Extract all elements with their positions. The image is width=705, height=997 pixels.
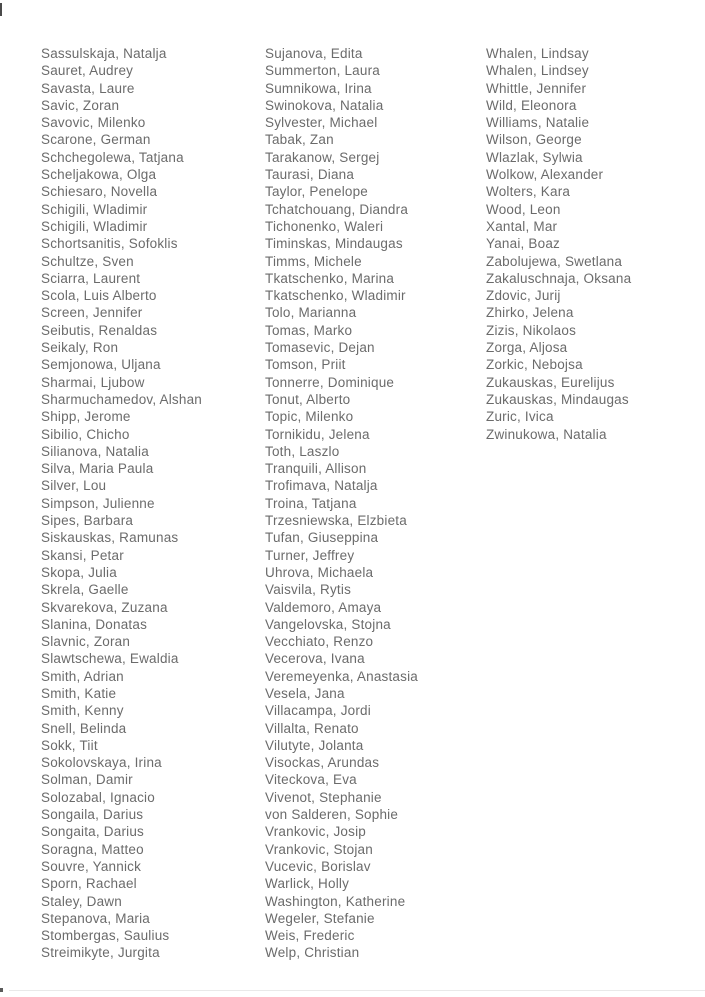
list-item[interactable]: Veremeyenka, Anastasia	[265, 668, 418, 684]
list-item[interactable]: Vecerova, Ivana	[265, 651, 365, 667]
list-item[interactable]: Trzesniewska, Elzbieta	[265, 513, 407, 529]
list-item[interactable]: Tomas, Marko	[265, 322, 353, 338]
page-edge-artifact-top	[0, 3, 2, 16]
list-item[interactable]: Seikaly, Ron	[41, 340, 119, 356]
list-item[interactable]: Tichonenko, Waleri	[265, 218, 384, 234]
list-item[interactable]: Snell, Belinda	[41, 720, 127, 736]
list-item[interactable]: Zukauskas, Eurelijus	[486, 374, 615, 390]
list-item[interactable]: Sylvester, Michael	[265, 115, 378, 131]
list-item[interactable]: Summerton, Laura	[265, 63, 381, 79]
list-item[interactable]: Solozabal, Ignacio	[41, 789, 155, 805]
list-item[interactable]: Wolters, Kara	[486, 184, 571, 200]
list-item[interactable]: Smith, Katie	[41, 685, 117, 701]
list-item[interactable]: Taylor, Penelope	[265, 184, 369, 200]
list-item[interactable]: Vrankovic, Josip	[265, 824, 366, 840]
list-item[interactable]: Visockas, Arundas	[265, 755, 380, 771]
list-item[interactable]: Schultze, Sven	[41, 253, 134, 269]
list-item[interactable]: Tonut, Alberto	[265, 391, 351, 407]
list-item[interactable]: Schigili, Wladimir	[41, 218, 148, 234]
list-item[interactable]: Solman, Damir	[41, 772, 133, 788]
name-column-2	[265, 45, 418, 962]
list-item[interactable]: Schiesaro, Novella	[41, 184, 158, 200]
list-item[interactable]: Skansi, Petar	[41, 547, 124, 563]
list-item[interactable]: Wild, Eleonora	[486, 97, 577, 113]
list-item[interactable]: Scola, Luis Alberto	[41, 288, 157, 304]
list-item[interactable]: Trofimava, Natalja	[265, 478, 378, 494]
name-column-1	[41, 45, 202, 962]
list-item[interactable]: Turner, Jeffrey	[265, 547, 355, 563]
list-item[interactable]: Tkatschenko, Wladimir	[265, 288, 406, 304]
list-item[interactable]: Tchatchouang, Diandra	[265, 201, 409, 217]
list-item[interactable]: Tkatschenko, Marina	[265, 270, 395, 286]
list-item[interactable]: Sokk, Tiit	[41, 737, 98, 753]
list-item[interactable]: Timms, Michele	[265, 253, 362, 269]
list-item[interactable]: Tomson, Priit	[265, 357, 346, 373]
list-item[interactable]: Zukauskas, Mindaugas	[486, 391, 629, 407]
list-item[interactable]: Zabolujewa, Swetlana	[486, 253, 623, 269]
list-item[interactable]: Villalta, Renato	[265, 720, 359, 736]
list-item[interactable]: Smith, Kenny	[41, 703, 124, 719]
list-item[interactable]: Wilson, George	[486, 132, 582, 148]
list-item[interactable]: Warlick, Holly	[265, 876, 350, 892]
list-item[interactable]: Zhirko, Jelena	[486, 305, 574, 321]
list-item[interactable]: Weis, Frederic	[265, 928, 355, 944]
list-item[interactable]: Sporn, Rachael	[41, 876, 137, 892]
list-item[interactable]: Zakaluschnaja, Oksana	[486, 270, 632, 286]
list-item[interactable]: Zizis, Nikolaos	[486, 322, 577, 338]
list-item[interactable]: Toth, Laszlo	[265, 443, 340, 459]
list-item[interactable]: Swinokova, Natalia	[265, 97, 384, 113]
list-item[interactable]: Stombergas, Saulius	[41, 928, 170, 944]
list-item[interactable]: Silver, Lou	[41, 478, 107, 494]
list-item[interactable]: Scheljakowa, Olga	[41, 167, 157, 183]
list-item[interactable]: Skvarekova, Zuzana	[41, 599, 168, 615]
list-item[interactable]: Slanina, Donatas	[41, 616, 148, 632]
list-item[interactable]: Vaisvila, Rytis	[265, 582, 352, 598]
list-item[interactable]: Sokolovskaya, Irina	[41, 755, 162, 771]
list-item[interactable]: Schigili, Wladimir	[41, 201, 148, 217]
list-item[interactable]: Skrela, Gaelle	[41, 582, 129, 598]
list-item[interactable]: Sibilio, Chicho	[41, 426, 130, 442]
list-item[interactable]: Zorkic, Nebojsa	[486, 357, 583, 373]
list-item[interactable]: Scarone, German	[41, 132, 151, 148]
list-item[interactable]: Tolo, Marianna	[265, 305, 357, 321]
list-item[interactable]: Siskauskas, Ramunas	[41, 530, 179, 546]
list-item[interactable]: Savovic, Milenko	[41, 115, 146, 131]
list-item[interactable]: Wegeler, Stefanie	[265, 910, 375, 926]
list-item[interactable]: Timinskas, Mindaugas	[265, 236, 403, 252]
page-edge-artifact-bottom	[0, 988, 3, 992]
list-item[interactable]: Villacampa, Jordi	[265, 703, 371, 719]
list-item[interactable]: Valdemoro, Amaya	[265, 599, 382, 615]
list-item[interactable]: Sujanova, Edita	[265, 46, 363, 61]
list-item[interactable]: Simpson, Julienne	[41, 495, 155, 511]
list-item[interactable]: Uhrova, Michaela	[265, 564, 374, 580]
list-item[interactable]: Whalen, Lindsay	[486, 46, 589, 61]
list-item[interactable]: von Salderen, Sophie	[265, 807, 399, 823]
list-item[interactable]: Vrankovic, Stojan	[265, 841, 373, 857]
list-item[interactable]: Silianova, Natalia	[41, 443, 149, 459]
list-item[interactable]: Tonnerre, Dominique	[265, 374, 395, 390]
list-item[interactable]: Sumnikowa, Irina	[265, 80, 372, 96]
list-item[interactable]: Slawtschewa, Ewaldia	[41, 651, 179, 667]
list-item[interactable]: Zorga, Aljosa	[486, 340, 568, 356]
list-item[interactable]: Zwinukowa, Natalia	[486, 426, 607, 442]
list-item[interactable]: Savic, Zoran	[41, 97, 120, 113]
list-item[interactable]: Wood, Leon	[486, 201, 561, 217]
list-item[interactable]: Tomasevic, Dejan	[265, 340, 375, 356]
list-item[interactable]: Taurasi, Diana	[265, 167, 355, 183]
list-item[interactable]: Vilutyte, Jolanta	[265, 737, 364, 753]
list-item[interactable]: Souvre, Yannick	[41, 858, 142, 874]
list-item[interactable]: Silva, Maria Paula	[41, 461, 154, 477]
list-item[interactable]: Xantal, Mar	[486, 218, 558, 234]
list-item[interactable]: Sciarra, Laurent	[41, 270, 141, 286]
list-item[interactable]: Vucevic, Borislav	[265, 858, 371, 874]
list-item[interactable]: Vangelovska, Stojna	[265, 616, 391, 632]
name-column-3	[486, 45, 631, 443]
list-item[interactable]: Stepanova, Maria	[41, 910, 151, 926]
list-item[interactable]: Tarakanow, Sergej	[265, 149, 380, 165]
list-item[interactable]: Screen, Jennifer	[41, 305, 143, 321]
list-item[interactable]: Zuric, Ivica	[486, 409, 554, 425]
list-item[interactable]: Sassulskaja, Natalja	[41, 46, 167, 61]
list-item[interactable]: Topic, Milenko	[265, 409, 354, 425]
bottom-divider-line	[9, 990, 705, 991]
list-item[interactable]: Streimikyte, Jurgita	[41, 945, 160, 961]
list-item[interactable]: Tranquili, Allison	[265, 461, 367, 477]
list-item[interactable]: Tabak, Zan	[265, 132, 334, 148]
list-item[interactable]: Williams, Natalie	[486, 115, 590, 131]
list-item[interactable]: Songaita, Darius	[41, 824, 145, 840]
list-item[interactable]: Shipp, Jerome	[41, 409, 131, 425]
list-item[interactable]: Vesela, Jana	[265, 685, 345, 701]
list-item[interactable]: Vivenot, Stephanie	[265, 789, 382, 805]
list-item[interactable]: Savasta, Laure	[41, 80, 135, 96]
list-item[interactable]: Sauret, Audrey	[41, 63, 134, 79]
list-item[interactable]: Sharmai, Ljubow	[41, 374, 145, 390]
list-item[interactable]: Whalen, Lindsey	[486, 63, 589, 79]
list-item[interactable]: Schortsanitis, Sofoklis	[41, 236, 178, 252]
list-item[interactable]: Soragna, Matteo	[41, 841, 144, 857]
list-item[interactable]: Songaila, Darius	[41, 807, 144, 823]
list-item[interactable]: Wlazlak, Sylwia	[486, 149, 583, 165]
list-item[interactable]: Sharmuchamedov, Alshan	[41, 391, 202, 407]
list-item[interactable]: Viteckova, Eva	[265, 772, 357, 788]
list-item[interactable]: Staley, Dawn	[41, 893, 122, 909]
list-item[interactable]: Yanai, Boaz	[486, 236, 560, 252]
list-item[interactable]: Tornikidu, Jelena	[265, 426, 370, 442]
list-item[interactable]: Tufan, Giuseppina	[265, 530, 379, 546]
list-item[interactable]: Skopa, Julia	[41, 564, 117, 580]
list-item[interactable]: Washington, Katherine	[265, 893, 406, 909]
list-item[interactable]: Welp, Christian	[265, 945, 360, 961]
list-item[interactable]: Wolkow, Alexander	[486, 167, 604, 183]
list-item[interactable]: Seibutis, Renaldas	[41, 322, 158, 338]
list-item[interactable]: Smith, Adrian	[41, 668, 124, 684]
list-item[interactable]: Schchegolewa, Tatjana	[41, 149, 184, 165]
list-item[interactable]: Slavnic, Zoran	[41, 634, 131, 650]
list-item[interactable]: Whittle, Jennifer	[486, 80, 587, 96]
list-item[interactable]: Vecchiato, Renzo	[265, 634, 374, 650]
list-item[interactable]: Semjonowa, Uljana	[41, 357, 161, 373]
list-item[interactable]: Troina, Tatjana	[265, 495, 357, 511]
list-item[interactable]: Zdovic, Jurij	[486, 288, 561, 304]
list-item[interactable]: Sipes, Barbara	[41, 513, 134, 529]
